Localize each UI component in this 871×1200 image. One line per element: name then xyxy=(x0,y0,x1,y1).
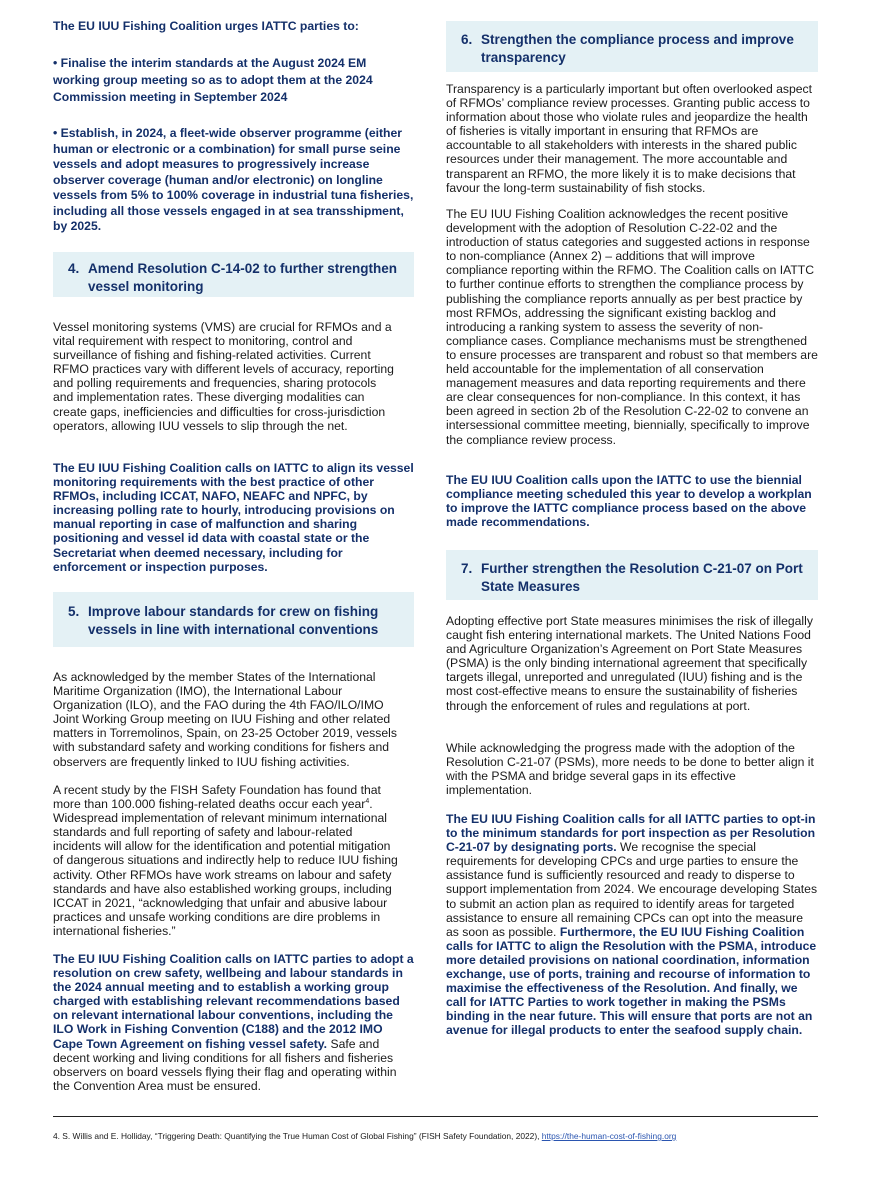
section-6-number: 6. xyxy=(461,32,473,47)
section-6-paragraph-resolution: The EU IUU Fishing Coalition acknowledges the recent positive development with the adoption of Resolution C-22-02 and the introduction of status categories and suggested actions in response to non-compliance (Annex 2) – additions that will improve compliance reporting within the RFMO. The Coalition calls on IATTC to further continue efforts to strengthen the compliance process by publishing the compliance reports annually as per best practice by most RFMOs, addressing the significant existing backlog and introducing a ranking system to assess the severity of non-compliance cases. Compliance mechanisms must be strengthened to ensure processes are transparent and robust so that members are held accountable for the implementation of all conservation management measures and data reporting requirements and there are clear consequences for non-compliance. In this context, it has been agreed in section 2b of the Resolution C-22-02 to convene an intersessional committee meeting, biennially, specifically to improve the compliance review process. xyxy=(446,207,818,447)
bullet-interim-standards: • Finalise the interim standards at the August 2024 EM working group meeting so as to adopt them at the 2024 Commission meeting in September 2024 xyxy=(53,56,373,104)
section-5-heading xyxy=(53,592,414,647)
intro-lead: The EU IUU Fishing Coalition urges IATTC parties to: xyxy=(53,19,359,33)
section-7-number: 7. xyxy=(461,561,473,576)
section-7-paragraph-psma: Adopting effective port State measures minimises the risk of illegally caught fish entering international markets. The United Nations Food and Agriculture Organization’s Agreement on Port State Measures (PSMA) is the only binding international agreement that specifically targets illegal, unreported and unregulated (IUU) fishing and is the most cost-effective means to ensure the sustainability of fisheries through the enforcement of rules and regulations at port. xyxy=(446,614,813,713)
section-7-title: Further strengthen the Resolution C-21-07 on Port State Measures xyxy=(481,561,803,594)
section-6-heading xyxy=(446,21,818,72)
section-7-call-to-action: The EU IUU Fishing Coalition calls for all IATTC parties to opt-in to the minimum standards for port inspection as per Resolution C-21-07 by designating ports. We recognise the special requirements for developing CPCs and urge parties to ensure the assistance fund is sufficiently resourced and ready to disperse to support implementation from 2024. We encourage developing States to submit an action plan as required to identify areas for targeted assistance to ensure all remaining CPCs can opt into the measure as soon as possible. Furthermore, the EU IUU Fishing Coalition calls for IATTC to align the Resolution with the PSMA, introduce more detailed provisions on national coordination, information exchange, use of ports, training and recourse of information to maximise the effectiveness of the Resolution. And finally, we call for IATTC Parties to work together in making the PSMs binding in the near future. This will ensure that ports are not an avenue for illegal products to enter the seafood supply chain. xyxy=(446,812,818,1038)
section-4-paragraph-vms: Vessel monitoring systems (VMS) are crucial for RFMOs and a vital requirement with respect to monitoring, control and surveillance of fishing and fishing-related activities. Current RFMO practices vary with different levels of accuracy, reporting and polling requirements and frequencies, sharing protocols and implementation rates. These diverging modalities can create gaps, inefficiencies and difficulties for cross-jurisdiction operators, allowing IUU vessels to slip through the net. xyxy=(53,320,394,433)
section-4-title: Amend Resolution C-14-02 to further strengthen vessel monitoring xyxy=(88,261,398,294)
section-6-title: Strengthen the compliance process and improve transparency xyxy=(481,32,794,65)
section-4-number: 4. xyxy=(68,261,80,276)
bullet-observer-programme: • Establish, in 2024, a fleet-wide observer programme (either human or electronic or a combination) for small purse seine vessels and adopt measures to progressively increase observer coverage (human and/or electronic) on longline vessels from 5% to 100% coverage in industrial tuna fisheries, including all those vessels engaged in at sea transshipment, by 2025. xyxy=(53,126,414,233)
section-4-call-to-action: The EU IUU Fishing Coalition calls on IATTC to align its vessel monitoring requirements with the best practice of other RFMOs, including ICCAT, NAFO, NEAFC and NPFC, by increasing polling rate to hourly, introducing provisions on manual reporting in case of malfunction and sharing positioning and vessel id data with coastal state or the Secretariat when deemed necessary, including for enforcement or inspection purposes. xyxy=(53,461,414,574)
section-4-heading xyxy=(53,252,414,297)
footnote-citation: 4. S. Willis and E. Holliday, “Triggering Death: Quantifying the True Human Cost of Global Fishing” (FISH Safety Foundation, 2022), xyxy=(53,1131,542,1141)
footnote-link[interactable]: https://the-human-cost-of-fishing.org xyxy=(541,1131,677,1141)
section-5-number: 5. xyxy=(68,604,80,619)
section-7-paragraph-progress: While acknowledging the progress made with the adoption of the Resolution C-21-07 (PSMs), more needs to be done to better align it with the PSMA and bridge several gaps in its effective implementation. xyxy=(446,741,814,798)
section-5-call-to-action: The EU IUU Fishing Coalition calls on IATTC parties to adopt a resolution on crew safety, wellbeing and labour standards in the 2024 annual meeting and to establish a working group charged with establishing relevant recommendations based on relevant international labour conventions, including the ILO Work in Fishing Convention (C188) and the 2012 IMO Cape Town Agreement on fishing vessel safety. Safe and decent working and living conditions for all fishers and fisheries observers on board vessels flying their flag and operating within the Convention Area must be ensured. xyxy=(53,952,414,1093)
footnote-divider xyxy=(53,1116,818,1117)
section-5-paragraph-imo: As acknowledged by the member States of the International Maritime Organization (IMO), the International Labour Organization (ILO), and the FAO during the 4th FAO/ILO/IMO Joint Working Group meeting on IUU Fishing and other related matters in Torremolinos, Spain, on 23-25 October 2019, vessels with substandard safety and working conditions for fishers and observers are frequently linked to IUU fishing activities. xyxy=(53,670,397,769)
footnote-ref-4: 4 xyxy=(365,798,370,806)
section-6-paragraph-transparency: Transparency is a particularly important but often overlooked aspect of RFMOs’ compliance review processes. Granting public access to information about those who violate rules and jeopardize the health of fisheries is vitally important in ensuring that RFMOs are accountable to all stakeholders with interests in the shared public resources under their management. The more accountable and transparent an RFMO, the more likely it is to make decisions that favour the long-term sustainability of fish stocks. xyxy=(446,82,813,195)
section-5-paragraph-study: A recent study by the FISH Safety Foundation has found that more than 100.000 fishing-related deaths occur each year$^4$. Widespread implementation of relevant minimum international standards and full reporting of safety and labour-related incidents will allow for the identification and potential mitigation of dangerous situations and indirectly help to reduce IUU fishing activity. Other RFMOs have work streams on labour and safety standards and have also established working groups, including ICCAT in 2021, “acknowledging that unfair and abusive labour practices and unsafe working conditions are dire problems in international fisheries.” xyxy=(53,783,398,938)
footnote-4 xyxy=(53,1131,833,1142)
section-7-heading xyxy=(446,550,818,600)
section-5-title: Improve labour standards for crew on fishing vessels in line with international conventions xyxy=(88,604,379,637)
section-6-call-to-action: The EU IUU Coalition calls upon the IATTC to use the biennial compliance meeting scheduled this year to develop a workplan to improve the IATTC compliance process based on the above made recommendations. xyxy=(446,473,812,530)
